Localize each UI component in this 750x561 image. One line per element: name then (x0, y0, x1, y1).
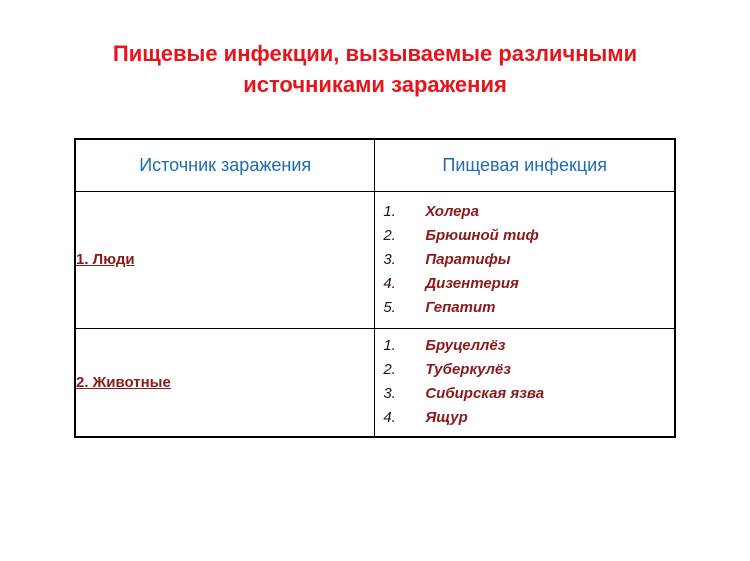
source-cell-animals: 2. Животные (75, 328, 375, 437)
list-item (383, 406, 674, 430)
infection-list-people (375, 200, 674, 320)
slide-title-line-2: источниками заражения (243, 72, 507, 97)
list-item (383, 334, 674, 358)
list-item-number: 1. (383, 337, 396, 354)
list-item-number: 5. (383, 298, 396, 316)
table-row (75, 328, 675, 437)
list-item-label: Ящур (425, 409, 468, 426)
list-item-label: Бруцеллёз (425, 337, 506, 354)
table-row (75, 191, 675, 328)
source-cell-people: 1. Люди (75, 191, 375, 328)
list-item-label: Холера (425, 202, 479, 220)
infection-cell-people (375, 191, 675, 328)
list-item-number: 2. (383, 361, 396, 378)
list-item-label: Гепатит (425, 298, 496, 316)
list-item-number: 4. (383, 274, 396, 292)
infection-cell-animals (375, 328, 675, 437)
infection-sources-table (74, 138, 676, 438)
list-item (383, 382, 674, 406)
list-item-label: Туберкулёз (425, 361, 511, 378)
list-item-label: Сибирская язва (425, 385, 545, 402)
list-item (383, 248, 674, 272)
list-item-label: Дизентерия (425, 274, 519, 292)
list-item-label: Паратифы (425, 250, 511, 268)
list-item (383, 200, 674, 224)
table-header-row (75, 139, 675, 191)
list-item (383, 224, 674, 248)
list-item-number: 2. (383, 226, 396, 244)
list-item-number: 1. (383, 202, 396, 220)
column-header-infection: Пищевая инфекция (375, 139, 675, 191)
list-item (383, 296, 674, 320)
list-item-number: 4. (383, 409, 396, 426)
slide-title-line-1: Пищевые инфекции, вызываемые различными (112, 41, 638, 66)
slide-title (0, 38, 750, 100)
list-item-label: Брюшной тиф (425, 226, 539, 244)
column-header-source: Источник заражения (75, 139, 375, 191)
infection-list-animals (375, 334, 674, 430)
list-item-number: 3. (383, 250, 396, 268)
list-item (383, 272, 674, 296)
list-item-number: 3. (383, 385, 396, 402)
list-item (383, 358, 674, 382)
